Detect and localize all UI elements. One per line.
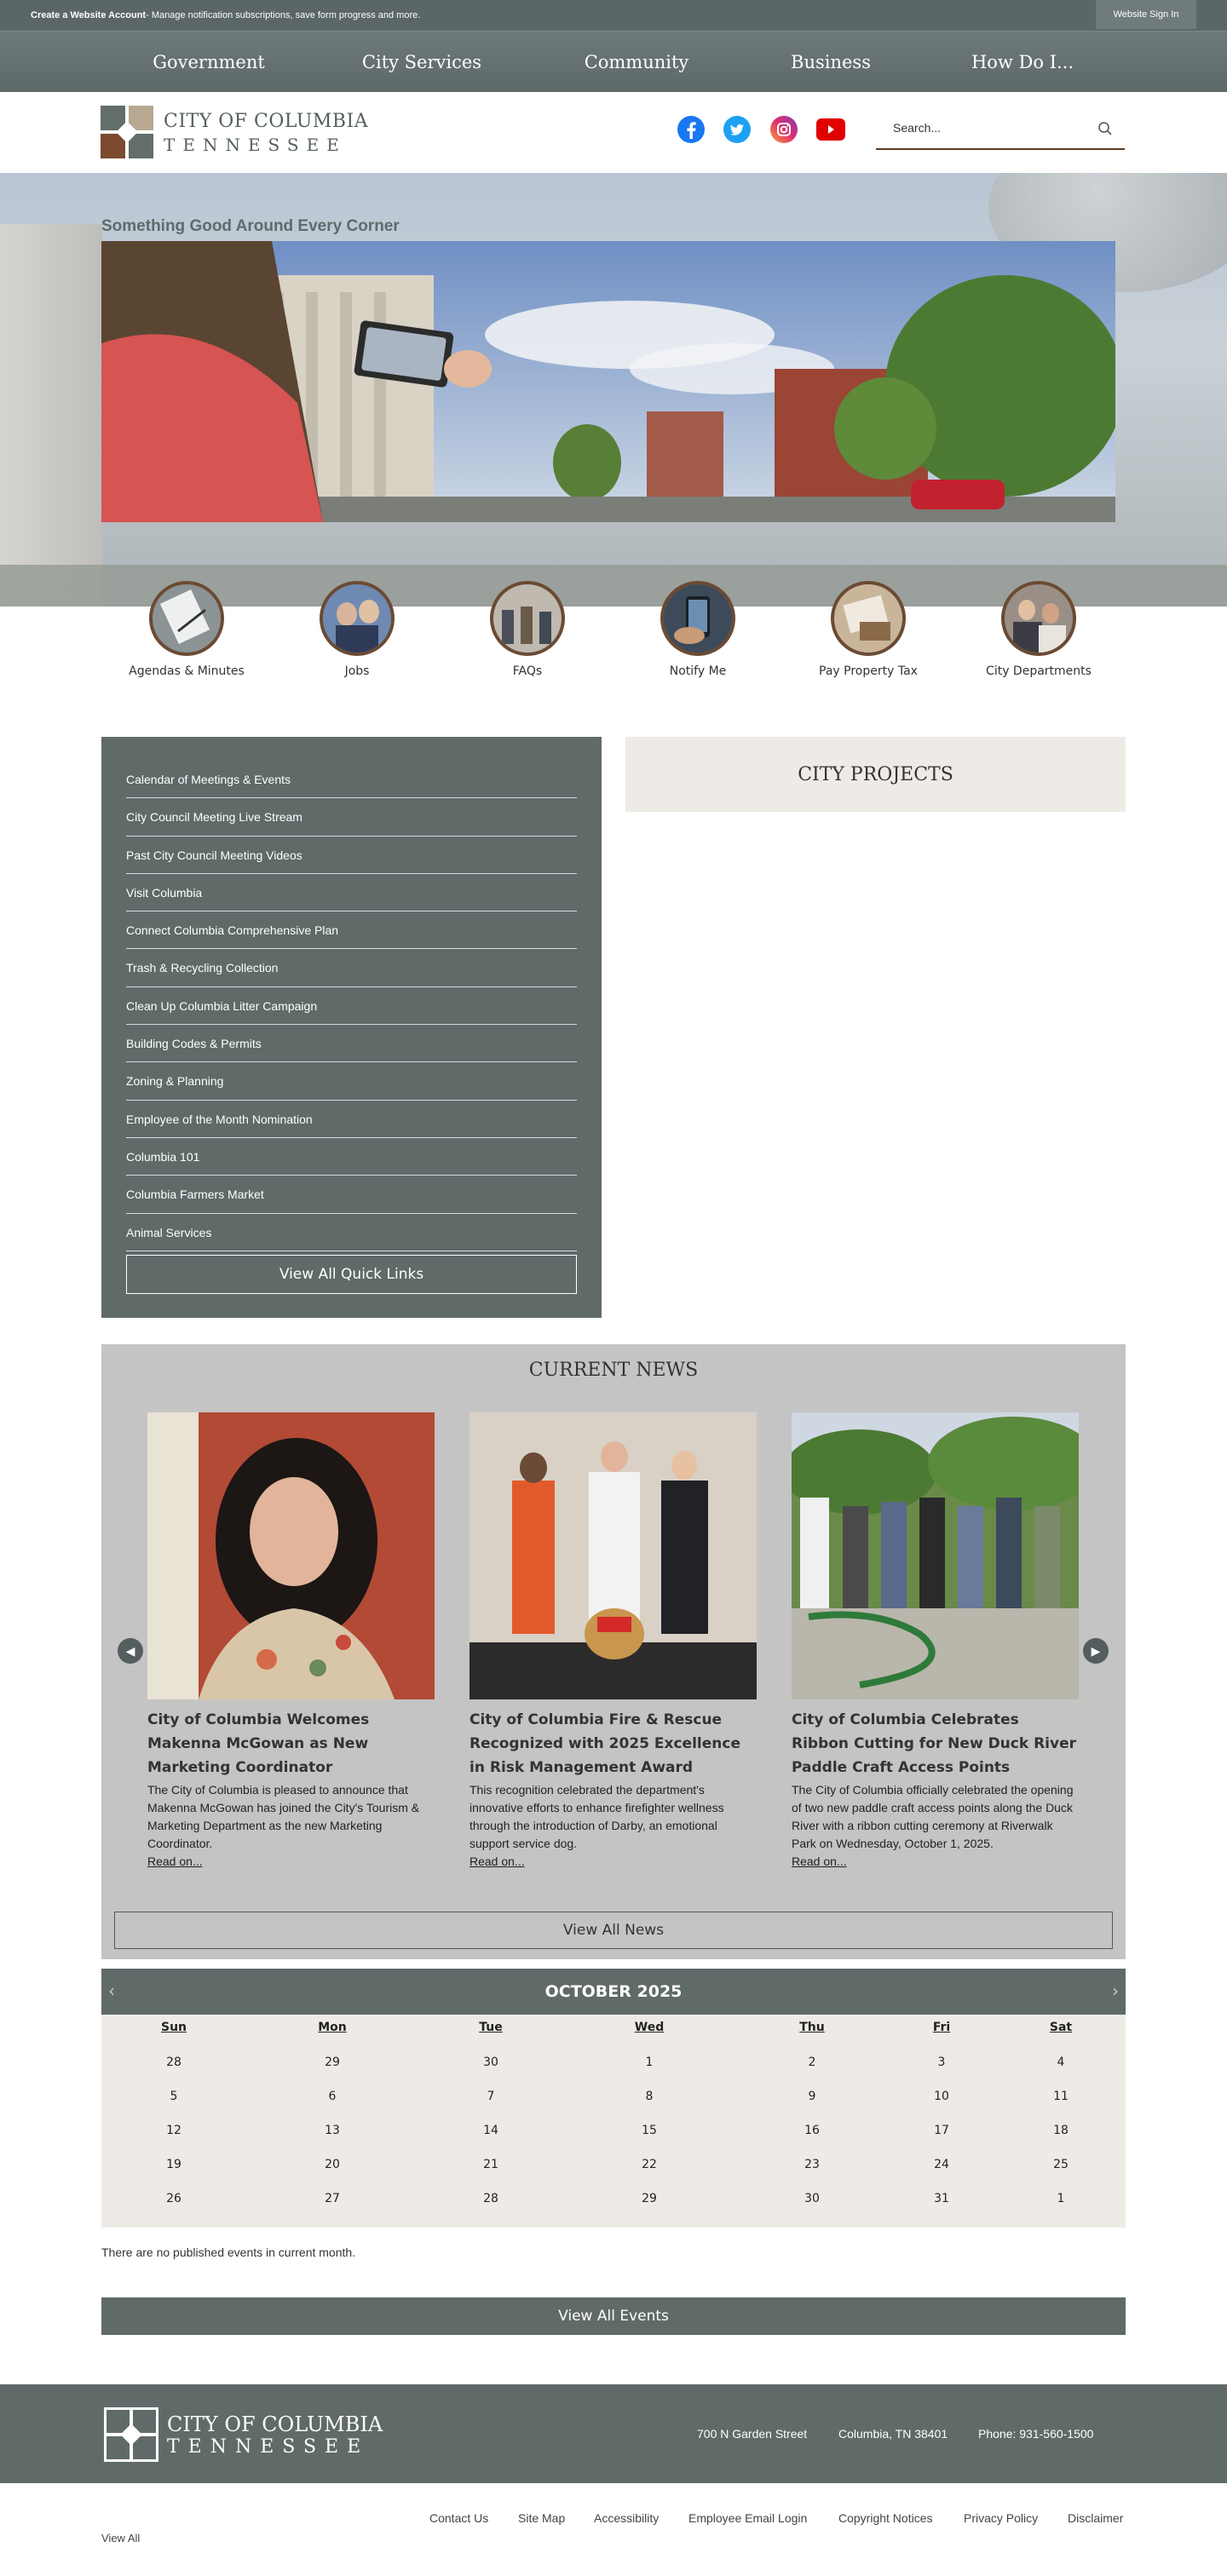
footer-link-accessibility[interactable]: Accessibility <box>594 2511 660 2525</box>
quick-link[interactable]: Columbia Farmers Market <box>126 1176 577 1213</box>
calendar-day[interactable]: 15 <box>642 2124 657 2137</box>
read-on-link[interactable]: Read on... <box>792 1854 847 1868</box>
agendas-icon <box>149 581 224 656</box>
calendar-day[interactable]: 8 <box>645 2090 654 2103</box>
website-sign-in-button[interactable]: Website Sign In <box>1096 0 1196 29</box>
footer-link-contact[interactable]: Contact Us <box>429 2511 489 2525</box>
calendar-days-of-week <box>101 2015 1126 2049</box>
quick-icon-label: FAQs <box>512 664 543 678</box>
news-next-arrow-icon[interactable]: ▶ <box>1083 1638 1109 1664</box>
quick-link[interactable]: Trash & Recycling Collection <box>126 949 577 986</box>
dow-fri: Fri <box>932 2021 951 2034</box>
news-card[interactable] <box>792 1412 1079 1871</box>
facebook-icon[interactable] <box>677 116 705 143</box>
quick-icon-label: Notify Me <box>669 664 727 678</box>
main-navigation <box>0 31 1227 92</box>
read-on-link[interactable]: Read on... <box>147 1854 203 1868</box>
quick-link[interactable]: Past City Council Meeting Videos <box>126 837 577 874</box>
news-title[interactable]: City of Columbia Celebrates Ribbon Cutting for New Duck River Paddle Craft Access Points <box>792 1711 1076 1776</box>
quick-link[interactable]: Connect Columbia Comprehensive Plan <box>126 911 577 949</box>
quick-link[interactable]: Calendar of Meetings & Events <box>126 761 577 798</box>
quick-icon-jobs[interactable] <box>280 581 434 678</box>
calendar-day[interactable]: 9 <box>808 2090 816 2103</box>
nav-city-services[interactable]: City Services <box>361 52 482 72</box>
logo-title: CITY OF COLUMBIA <box>164 111 369 132</box>
quick-link[interactable]: Visit Columbia <box>126 874 577 911</box>
quick-link[interactable]: Building Codes & Permits <box>126 1025 577 1062</box>
faqs-icon <box>490 581 565 656</box>
news-prev-arrow-icon[interactable]: ◀ <box>118 1638 143 1664</box>
footer-link-copyright[interactable]: Copyright Notices <box>838 2511 933 2525</box>
footer-link-employee-email[interactable]: Employee Email Login <box>688 2511 808 2525</box>
calendar-day[interactable]: 29 <box>642 2192 657 2205</box>
view-all-quick-links-button[interactable]: View All Quick Links <box>126 1255 577 1294</box>
quick-icon-label: City Departments <box>986 664 1092 678</box>
calendar-day[interactable]: 26 <box>166 2192 181 2205</box>
account-bar <box>0 0 1227 31</box>
calendar-day[interactable]: 4 <box>1057 2056 1065 2069</box>
calendar-day[interactable]: 13 <box>325 2124 340 2137</box>
calendar-week <box>101 2079 1126 2113</box>
quick-link[interactable]: Animal Services <box>126 1214 577 1251</box>
create-account-text: - Manage notification subscriptions, save form progress and more. <box>146 10 421 20</box>
footer-logo[interactable] <box>104 2407 383 2462</box>
calendar-day[interactable]: 14 <box>483 2124 498 2137</box>
calendar-day[interactable]: 11 <box>1053 2090 1069 2103</box>
jobs-icon <box>320 581 395 656</box>
footer-view-all-link[interactable]: View All <box>101 2532 141 2544</box>
footer-phone: Phone: 931-560-1500 <box>978 2427 1094 2441</box>
calendar-day[interactable]: 25 <box>1053 2158 1069 2171</box>
calendar-day[interactable]: 19 <box>166 2158 181 2171</box>
youtube-icon[interactable] <box>816 118 845 141</box>
calendar-week <box>101 2045 1126 2079</box>
footer-city: Columbia, TN 38401 <box>838 2427 948 2441</box>
quick-icon-agendas[interactable] <box>110 581 263 678</box>
calendar-prev-icon[interactable]: ‹ <box>108 1981 115 2001</box>
calendar-day[interactable]: 24 <box>934 2158 949 2171</box>
no-events-message: There are no published events in current month. <box>101 2245 356 2259</box>
footer-address: 700 N Garden Street <box>697 2427 808 2441</box>
calendar-day[interactable]: 29 <box>325 2056 340 2069</box>
quick-icon-faqs[interactable] <box>451 581 604 678</box>
site-footer <box>0 2384 1227 2483</box>
city-seal-icon <box>101 106 153 158</box>
news-description: The City of Columbia is pleased to announce that Makenna McGowan has joined the City's Tourism & Marketing Department as the new Marketing Coordinator. <box>147 1783 420 1850</box>
site-header <box>0 92 1227 173</box>
quick-icon-label: Jobs <box>344 664 370 678</box>
news-photo-ribbon-cutting[interactable] <box>792 1412 1079 1699</box>
news-card[interactable] <box>147 1412 435 1871</box>
calendar-day[interactable]: 28 <box>166 2056 181 2069</box>
footer-link-privacy[interactable]: Privacy Policy <box>964 2511 1039 2525</box>
news-description: This recognition celebrated the department's innovative efforts to enhance firefighter wellness through the introduction of Darby, an emotional support service dog. <box>469 1783 724 1850</box>
hero-banner <box>0 173 1227 607</box>
search-input[interactable] <box>876 111 1080 145</box>
current-news-section <box>101 1344 1126 1959</box>
news-title[interactable]: City of Columbia Fire & Rescue Recognized with 2025 Excellence in Risk Management Award <box>469 1711 740 1776</box>
nav-community[interactable]: Community <box>584 52 689 72</box>
nav-business[interactable]: Business <box>791 52 871 72</box>
quick-icon-label: Pay Property Tax <box>819 664 918 678</box>
quick-link[interactable]: Clean Up Columbia Litter Campaign <box>126 987 577 1025</box>
quick-link[interactable]: City Council Meeting Live Stream <box>126 798 577 836</box>
calendar-day[interactable]: 1 <box>645 2056 654 2069</box>
news-heading: CURRENT NEWS <box>528 1360 699 1381</box>
hero-tagline: Something Good Around Every Corner <box>101 217 400 235</box>
footer-logo-title: CITY OF COLUMBIA <box>167 2412 383 2436</box>
calendar-day[interactable]: 22 <box>642 2158 657 2171</box>
search-icon[interactable] <box>1097 121 1113 136</box>
footer-logo-subtitle: TENNESSEE <box>167 2436 370 2458</box>
dow-wed: Wed <box>634 2021 665 2034</box>
footer-seal-icon <box>104 2407 158 2462</box>
logo-subtitle: TENNESSEE <box>164 135 347 155</box>
quick-icon-city-departments[interactable] <box>962 581 1115 678</box>
footer-link-disclaimer[interactable]: Disclaimer <box>1068 2511 1124 2525</box>
dow-mon: Mon <box>318 2021 347 2034</box>
calendar-day[interactable]: 1 <box>1057 2192 1065 2205</box>
dow-tue: Tue <box>479 2021 503 2034</box>
calendar-day[interactable]: 5 <box>170 2090 178 2103</box>
calendar-day[interactable]: 31 <box>934 2192 949 2205</box>
calendar-next-icon[interactable]: › <box>1112 1981 1119 2001</box>
notify-me-icon <box>660 581 735 656</box>
calendar-day[interactable]: 10 <box>934 2090 949 2103</box>
calendar-day[interactable]: 30 <box>483 2056 498 2069</box>
calendar-day[interactable]: 20 <box>325 2158 340 2171</box>
create-account-link[interactable]: Create a Website Account <box>31 10 147 20</box>
read-on-link[interactable]: Read on... <box>469 1854 525 1868</box>
calendar-day[interactable]: 28 <box>483 2192 498 2205</box>
calendar-day[interactable]: 2 <box>808 2056 816 2069</box>
quick-icon-label: Agendas & Minutes <box>129 664 245 678</box>
search-box <box>876 111 1125 150</box>
news-description: The City of Columbia officially celebrated the opening of two new paddle craft access points along the Duck River with a ribbon cutting ceremony at Riverwalk Park on Wednesday, October 1, 2025. <box>792 1783 1074 1850</box>
calendar-month: OCTOBER 2025 <box>544 1982 683 2001</box>
dow-sat: Sat <box>1049 2021 1073 2034</box>
calendar-day[interactable]: 16 <box>804 2124 820 2137</box>
view-all-news-button[interactable]: View All News <box>114 1912 1113 1949</box>
news-photo-fire-rescue[interactable] <box>469 1412 757 1699</box>
footer-link-site-map[interactable]: Site Map <box>518 2511 566 2525</box>
calendar-day[interactable]: 18 <box>1053 2124 1069 2137</box>
quick-icon-pay-property-tax[interactable] <box>792 581 945 678</box>
quick-link[interactable]: Zoning & Planning <box>126 1062 577 1100</box>
calendar-day[interactable]: 23 <box>804 2158 820 2171</box>
calendar-day[interactable]: 6 <box>328 2090 337 2103</box>
hero-photo <box>101 241 1115 522</box>
quick-link[interactable]: Employee of the Month Nomination <box>126 1101 577 1138</box>
quick-links-panel <box>101 737 602 1318</box>
dow-sun: Sun <box>160 2021 187 2034</box>
calendar-day[interactable]: 21 <box>483 2158 498 2171</box>
nav-how-do-i[interactable]: How Do I... <box>971 52 1074 72</box>
news-photo-makenna[interactable] <box>147 1412 435 1699</box>
pay-property-tax-icon <box>831 581 906 656</box>
view-all-events-button[interactable]: View All Events <box>101 2297 1126 2335</box>
twitter-icon[interactable] <box>723 116 751 143</box>
news-card[interactable] <box>469 1412 757 1871</box>
dow-thu: Thu <box>799 2021 825 2034</box>
city-logo[interactable] <box>101 106 369 158</box>
quick-icon-notify-me[interactable] <box>621 581 775 678</box>
calendar-day[interactable]: 27 <box>325 2192 340 2205</box>
nav-government[interactable]: Government <box>153 52 265 72</box>
calendar-week <box>101 2148 1126 2182</box>
calendar-day[interactable]: 17 <box>934 2124 949 2137</box>
city-departments-icon <box>1001 581 1076 656</box>
calendar-grid <box>101 2015 1126 2228</box>
city-projects-heading[interactable]: CITY PROJECTS <box>625 737 1126 812</box>
calendar-week <box>101 2113 1126 2148</box>
calendar-day[interactable]: 12 <box>166 2124 181 2137</box>
calendar-day[interactable]: 30 <box>804 2192 820 2205</box>
calendar-day[interactable]: 7 <box>487 2090 495 2103</box>
news-title[interactable]: City of Columbia Welcomes Makenna McGowan as New Marketing Coordinator <box>147 1711 370 1776</box>
calendar-week <box>101 2182 1126 2216</box>
calendar-header <box>101 1969 1126 2015</box>
quick-link[interactable]: Columbia 101 <box>126 1138 577 1176</box>
instagram-icon[interactable] <box>770 116 798 143</box>
calendar-day[interactable]: 3 <box>937 2056 946 2069</box>
